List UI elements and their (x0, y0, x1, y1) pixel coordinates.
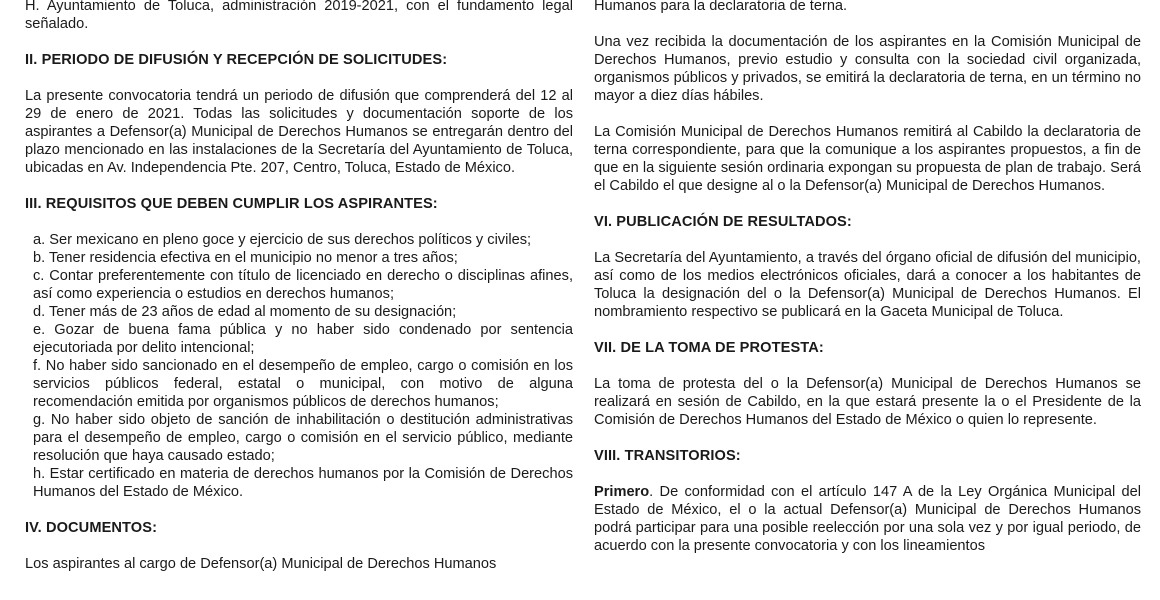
right-column (594, 0, 1141, 555)
requirements-list (25, 231, 573, 501)
list-item: b. Tener residencia efectiva en el municipio no menor a tres años; (33, 250, 458, 266)
section-heading-resultados: VI. PUBLICACIÓN DE RESULTADOS: (594, 214, 852, 230)
section-heading-transitorios: VIII. TRANSITORIOS: (594, 448, 741, 464)
section-body-documentos: Los aspirantes al cargo de Defensor(a) Municipal de Derechos Humanos (25, 556, 497, 572)
section-heading-documentos: IV. DOCUMENTOS: (25, 520, 158, 536)
section-body-protesta: La toma de protesta del o la Defensor(a) Municipal de Derechos Humanos se realizará en sesión de Cabildo, en la que estará presente la o el Presidente de la Comisión de Derechos Humanos del Estado de México o quien lo represente. (594, 376, 1141, 428)
list-item: f. No haber sido sancionado en el desempeño de empleo, cargo o comisión en los servicios públicos federal, estatal o municipal, con motivo de alguna recomendación emitida por organismos públicos de derechos humanos; (33, 358, 573, 410)
terna-paragraph: Una vez recibida la documentación de los aspirantes en la Comisión Municipal de Derechos Humanos, previo estudio y consulta con la sociedad civil organizada, organismos públicos y privados, se emitirá la declaratoria de terna, en un término no mayor a diez días hábiles. (594, 34, 1141, 104)
section-heading-protesta: VII. DE LA TOMA DE PROTESTA: (594, 340, 824, 356)
section-body-difusion: La presente convocatoria tendrá un periodo de difusión que comprenderá del 12 al 29 de enero de 2021. Todas las solicitudes y documentación soporte de los aspirantes a Defensor(a) Municipal de Derechos Humanos se entregarán dentro del plazo mencionado en las instalaciones de la Secretaría del Ayuntamiento de Toluca, ubicadas en Av. Independencia Pte. 207, Centro, Toluca, Estado de México. (25, 88, 573, 176)
section-heading-requisitos: III. REQUISITOS QUE DEBEN CUMPLIR LOS ASPIRANTES: (25, 196, 438, 212)
cabildo-paragraph: La Comisión Municipal de Derechos Humanos remitirá al Cabildo la declaratoria de terna correspondiente, para que la comunique a los aspirantes propuestos, a fin de que en la siguiente sesión ordinaria expongan su propuesta de plan de trabajo. Será el Cabildo el que designe al o la Defensor(a) Municipal de Derechos Humanos. (594, 124, 1141, 194)
section-body-resultados: La Secretaría del Ayuntamiento, a través del órgano oficial de difusión del municipio, así como de los medios electrónicos oficiales, dará a conocer a los habitantes de Toluca la designación del o la Defensor(a) Municipal de Derechos Humanos. El nombramiento respectivo se publicará en la Gaceta Municipal de Toluca. (594, 250, 1141, 320)
list-item: h. Estar certificado en materia de derechos humanos por la Comisión de Derechos Humanos del Estado de México. (33, 466, 573, 500)
transitorio-text: . De conformidad con el artículo 147 A de la Ley Orgánica Municipal del Estado de México, el o la actual Defensor(a) Municipal de Derechos Humanos podrá participar para una posible reelección por una sola vez y por igual periodo, de acuerdo con la presente convocatoria y con los lineamientos (594, 484, 1141, 554)
section-heading-difusion: II. PERIODO DE DIFUSIÓN Y RECEPCIÓN DE SOLICITUDES: (25, 52, 448, 68)
intro-paragraph: H. Ayuntamiento de Toluca, administración 2019-2021, con el fundamento legal señalado. (25, 0, 573, 32)
list-item: g. No haber sido objeto de sanción de inhabilitación o destitución administrativas para el desempeño de empleo, cargo o comisión en el servicio público, mediante resolución que haya causado estado; (33, 412, 573, 464)
list-item: a. Ser mexicano en pleno goce y ejercicio de sus derechos políticos y civiles; (33, 232, 532, 248)
intro-paragraph-right: Humanos para la declaratoria de terna. (594, 0, 848, 14)
list-item: e. Gozar de buena fama pública y no haber sido condenado por sentencia ejecutoriada por delito intencional; (33, 322, 573, 356)
list-item: c. Contar preferentemente con título de licenciado en derecho o disciplinas afines, así como experiencia o estudios en derechos humanos; (33, 268, 573, 302)
transitorio-lead: Primero (594, 484, 650, 500)
list-item: d. Tener más de 23 años de edad al momento de su designación; (33, 304, 457, 320)
section-body-transitorios (594, 483, 1141, 555)
left-column (25, 0, 573, 573)
